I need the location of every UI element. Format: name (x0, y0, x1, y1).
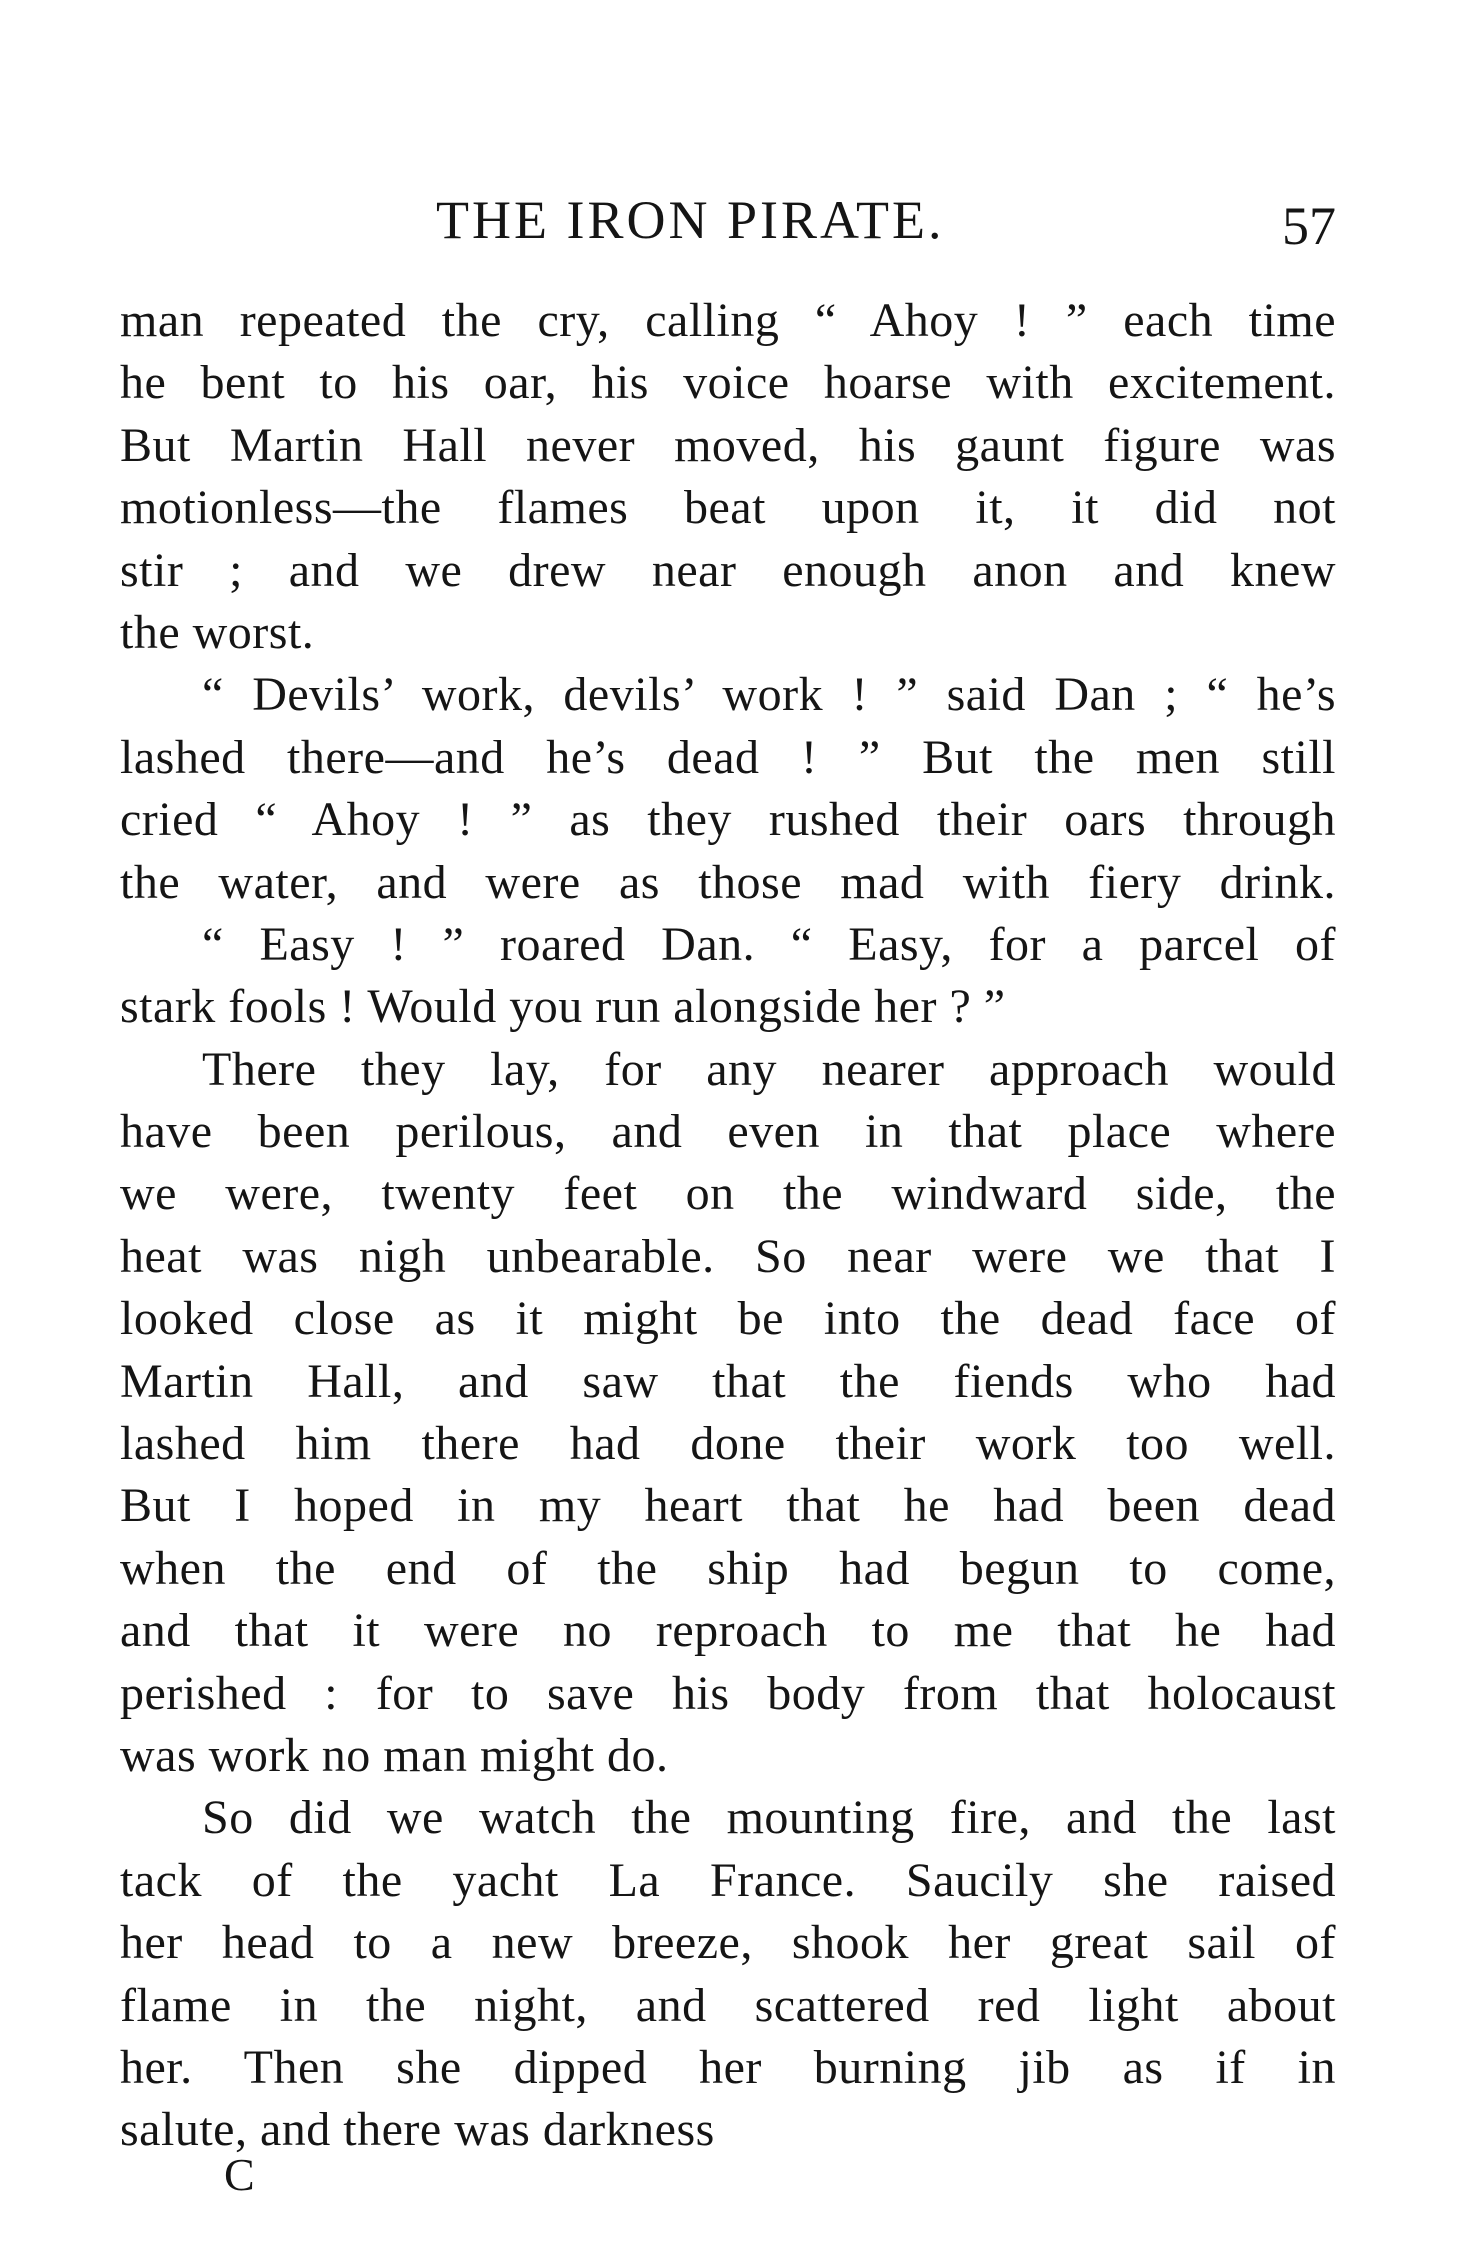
text-line: tack of the yacht La France. Saucily she raised (120, 1853, 1336, 1907)
text-line: was work no man might do. (120, 1728, 669, 1782)
page-number: 57 (1282, 196, 1336, 256)
text-line: he bent to his oar, his voice hoarse with excitement. (120, 356, 1336, 410)
text-line: lashed there—and he’s dead ! ” But the men still (120, 730, 1336, 784)
text-line: and that it were no reproach to me that he had (120, 1604, 1336, 1658)
text-line: “ Easy ! ” roared Dan. “ Easy, for a parcel of (202, 917, 1336, 971)
text-line: the worst. (120, 605, 315, 659)
text-line: But I hoped in my heart that he had been dead (120, 1479, 1336, 1533)
signature-mark: C (224, 2149, 255, 2200)
text-line: motionless—the flames beat upon it, it did not (120, 481, 1336, 535)
running-title: THE IRON PIRATE. (436, 190, 945, 250)
text-line: we were, twenty feet on the windward side, the (120, 1167, 1336, 1221)
text-line: have been perilous, and even in that place where (120, 1105, 1336, 1159)
text-line: But Martin Hall never moved, his gaunt figure was (120, 418, 1336, 472)
page-header (120, 180, 1336, 260)
body-text (120, 290, 1336, 2162)
text-line: There they lay, for any nearer approach would (202, 1042, 1336, 1096)
text-line: salute, and there was darkness (120, 2103, 715, 2157)
text-line: man repeated the cry, calling “ Ahoy ! ” each time (120, 294, 1336, 347)
text-line: Martin Hall, and saw that the fiends who had (120, 1354, 1336, 1408)
text-line: cried “ Ahoy ! ” as they rushed their oars through (120, 793, 1336, 847)
text-line: when the end of the ship had begun to come, (120, 1541, 1336, 1595)
text-line: heat was nigh unbearable. So near were we that I (120, 1229, 1336, 1283)
text-line: the water, and were as those mad with fiery drink. (120, 855, 1336, 909)
text-line: her head to a new breeze, shook her great sail of (120, 1916, 1336, 1970)
text-line: flame in the night, and scattered red light about (120, 1978, 1336, 2032)
text-line: “ Devils’ work, devils’ work ! ” said Dan ; “ he’s (202, 668, 1336, 722)
text-line: So did we watch the mounting fire, and the last (202, 1791, 1336, 1845)
text-line: stir ; and we drew near enough anon and knew (120, 543, 1336, 597)
text-line: perished : for to save his body from that holocaust (120, 1666, 1336, 1720)
text-line: her. Then she dipped her burning jib as if in (120, 2040, 1336, 2094)
text-line: stark fools ! Would you run alongside her ? ” (120, 980, 1006, 1034)
text-line: looked close as it might be into the dead face of (120, 1292, 1336, 1346)
text-line: lashed him there had done their work too well. (120, 1417, 1336, 1471)
